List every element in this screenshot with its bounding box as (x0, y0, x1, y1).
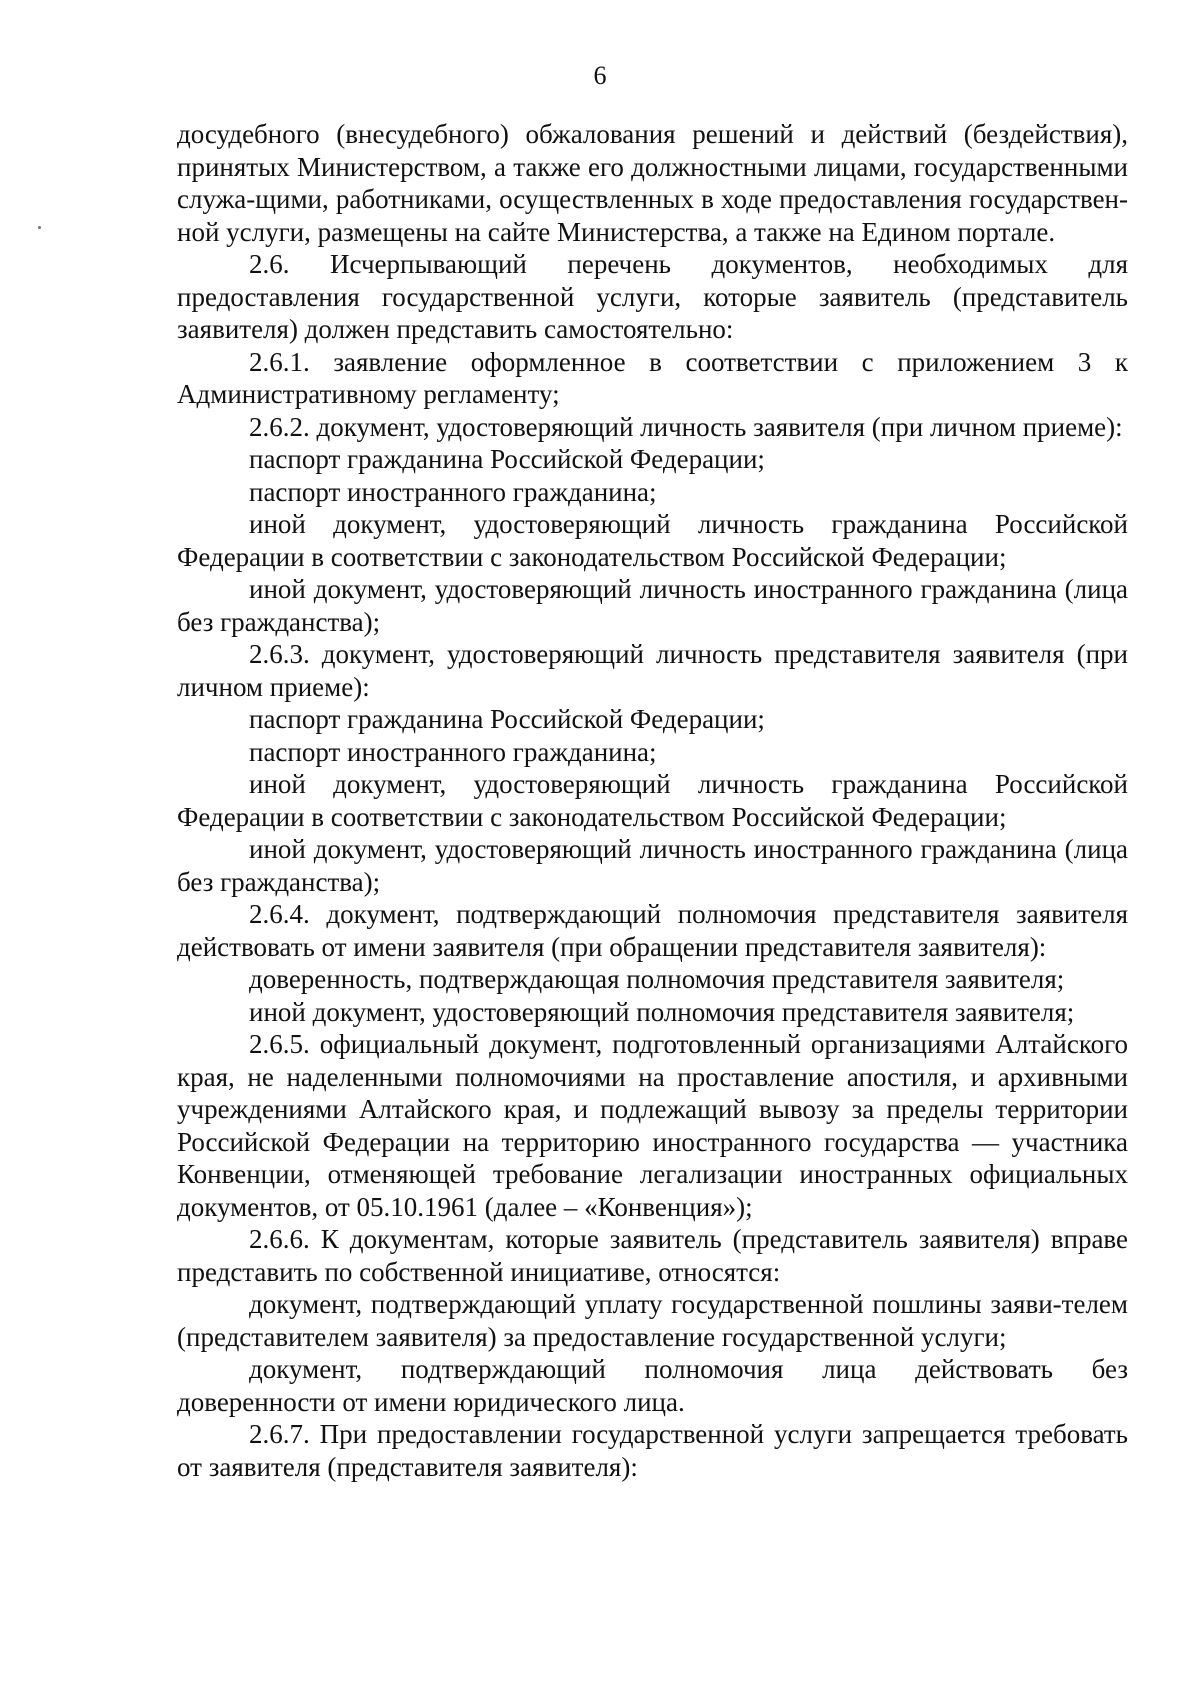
paragraph: иной документ, удостоверяющий личность иностранного гражданина (лица без гражданства); (177, 834, 1128, 897)
paragraph: иной документ, удостоверяющий личность гражданина Российской Федерации в соответствии с законодательством Российской Федерации; (177, 509, 1128, 572)
paragraph: досудебного (внесудебного) обжалования решений и действий (бездействия), принятых Министерством, а также его должностными лицами, государственными служа-щими, работниками, осуществленных в ходе предоставления государствен-ной услуги, размещены на сайте Министерства, а также на Едином портале. (177, 119, 1128, 247)
paragraph: 2.6. Исчерпывающий перечень документов, необходимых для предоставления государственной услуги, которые заявитель (представитель заявителя) должен представить самостоятельно: (177, 249, 1128, 344)
paragraph: паспорт иностранного гражданина; (249, 736, 657, 767)
paragraph: иной документ, удостоверяющий личность иностранного гражданина (лица без гражданства); (177, 574, 1128, 637)
document-body (177, 118, 1128, 1483)
paragraph: 2.6.3. документ, удостоверяющий личность представителя заявителя (при личном приеме): (177, 639, 1128, 702)
paragraph: доверенность, подтверждающая полномочия представителя заявителя; (249, 964, 1065, 994)
paragraph: иной документ, удостоверяющий полномочия представителя заявителя; (249, 996, 1075, 1027)
paragraph: 2.6.7. При предоставлении государственной услуги запрещается требовать от заявителя (представителя заявителя): (177, 1419, 1128, 1482)
paragraph: документ, подтверждающий уплату государственной пошлины заяви-телем (представителем заявителя) за предоставление государственной услуги; (177, 1289, 1128, 1352)
page-number: 6 (593, 61, 607, 90)
paragraph: документ, подтверждающий полномочия лица действовать без доверенности от имени юридического лица. (177, 1354, 1128, 1417)
paragraph: 2.6.6. К документам, которые заявитель (представитель заявителя) вправе представить по собственной инициативе, относятся: (177, 1224, 1128, 1287)
paragraph: 2.6.4. документ, подтверждающий полномочия представителя заявителя действовать от имени заявителя (при обращении представителя заявителя): (177, 899, 1128, 962)
paragraph: иной документ, удостоверяющий личность гражданина Российской Федерации в соответствии с законодательством Российской Федерации; (177, 769, 1128, 832)
paragraph: паспорт гражданина Российской Федерации; (249, 444, 765, 474)
paragraph: 2.6.1. заявление оформленное в соответствии с приложением 3 к Административному регламенту; (177, 346, 1128, 409)
paragraph: 2.6.5. официальный документ, подготовленный организациями Алтайского края, не наделенными полномочиями на проставление апостиля, и архивными учреждениями Алтайского края, и подлежащий вывозу за пределы территории Российской Федерации на территорию иностранного государства — участника Конвенции, отменяющей требование легализации иностранных официальных документов, от 05.10.1961 (далее – «Конвенция»); (177, 1029, 1128, 1222)
scan-artifact-dot (38, 226, 41, 229)
paragraph: паспорт иностранного гражданина; (249, 476, 657, 507)
paragraph: 2.6.2. документ, удостоверяющий личность заявителя (при личном приеме): (249, 411, 1123, 442)
paragraph: паспорт гражданина Российской Федерации; (249, 704, 765, 734)
